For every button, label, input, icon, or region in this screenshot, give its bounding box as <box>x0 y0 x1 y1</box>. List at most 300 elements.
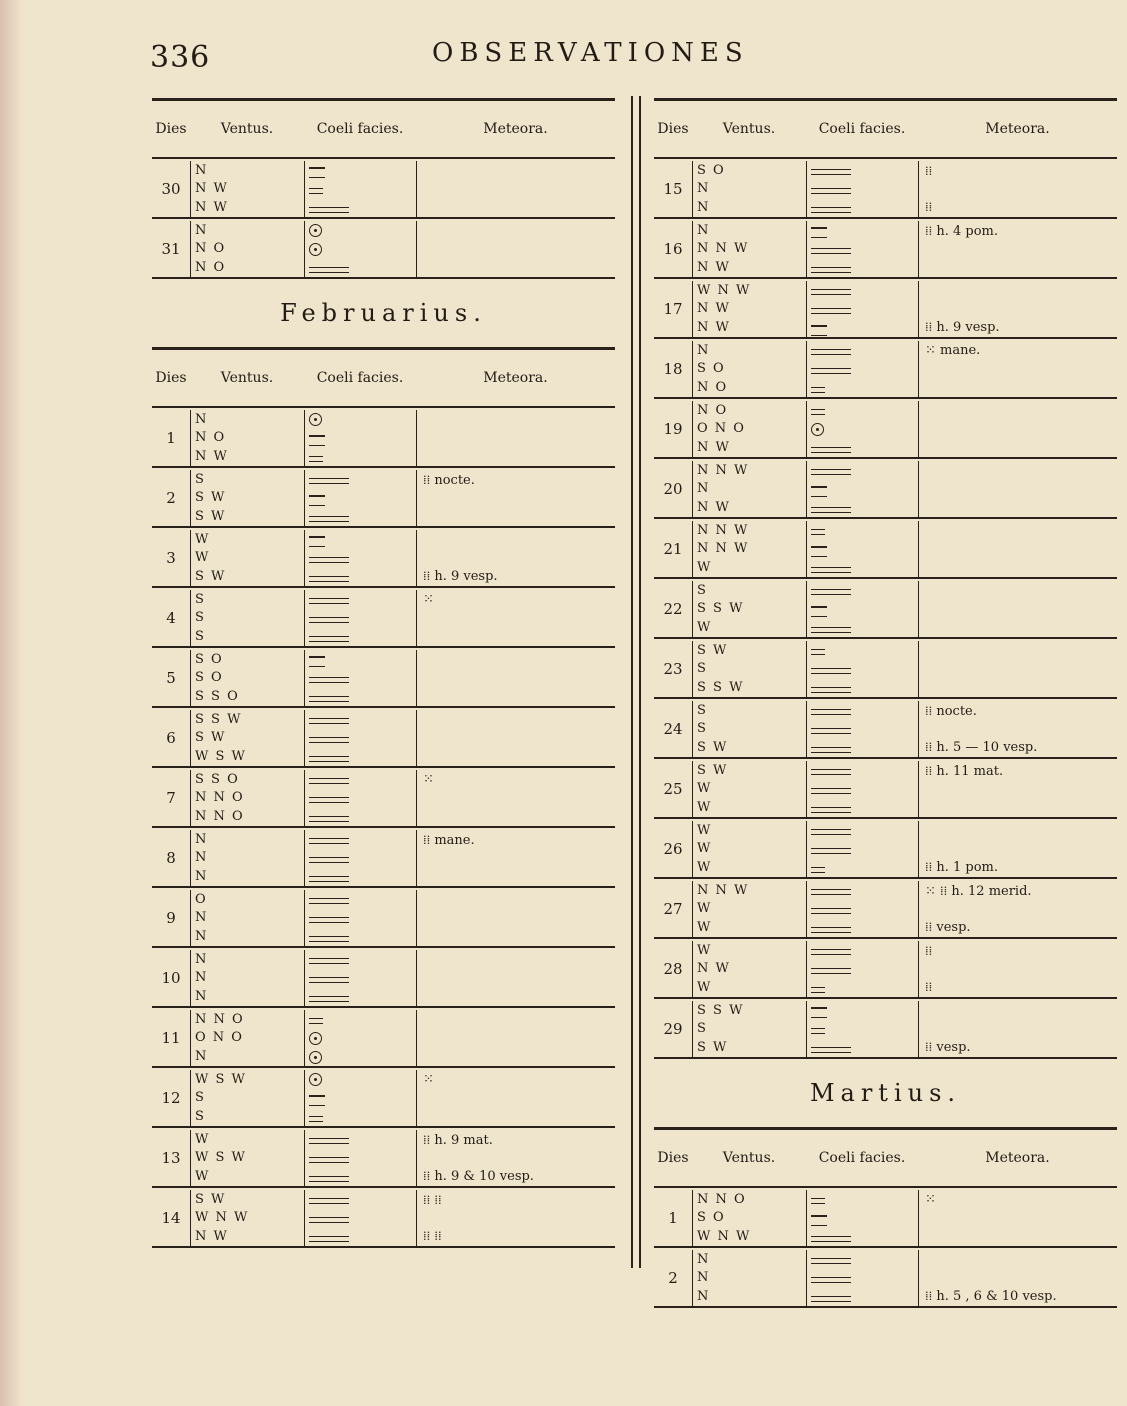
wind-direction: N N W <box>697 541 749 557</box>
overcast-icon <box>309 478 349 484</box>
meteora-cell <box>918 1190 1117 1246</box>
sky-mark <box>309 451 416 463</box>
wind-cell <box>692 221 806 277</box>
sky-mark <box>811 723 918 735</box>
sky-mark <box>309 751 416 763</box>
sky-cell <box>304 890 416 946</box>
sky-mark <box>811 783 918 795</box>
wind-direction: N N O <box>195 1011 245 1027</box>
overcast-icon <box>811 627 851 633</box>
sky-mark <box>309 1193 416 1205</box>
meteora-note: ⁞⁞ <box>925 944 933 959</box>
sky-mark <box>309 811 416 823</box>
sky-cell <box>304 161 416 217</box>
day-row <box>654 341 1117 399</box>
day-number: 1 <box>668 1209 678 1227</box>
wind-direction: N N W <box>697 522 749 538</box>
wind-direction: O N O <box>195 1030 244 1046</box>
wind-direction: W <box>697 560 712 576</box>
wind-cell <box>190 1190 304 1246</box>
sky-cell <box>806 161 918 217</box>
clouds-icon <box>309 1018 323 1024</box>
wind-cell <box>190 530 304 586</box>
day-row <box>654 161 1117 219</box>
overcast-icon <box>811 308 851 314</box>
meteora-note: ⁞⁞ h. 5 , 6 & 10 vesp. <box>925 1289 1057 1304</box>
day-number: 22 <box>663 600 683 618</box>
meteora-note: ⁙ <box>423 772 434 787</box>
day-row <box>654 1250 1117 1308</box>
day-row <box>152 950 615 1008</box>
meteora-cell <box>416 830 615 886</box>
sky-cell <box>806 221 918 277</box>
wind-direction: N W <box>195 181 229 197</box>
wind-direction: N <box>195 411 208 427</box>
sky-cell <box>304 590 416 646</box>
sky-mark <box>811 903 918 915</box>
meteora-cell <box>416 161 615 217</box>
meteora-note: ⁞⁞ <box>925 200 933 215</box>
header-coeli: Coeli facies. <box>818 1150 906 1166</box>
sky-mark <box>811 644 918 656</box>
sky-mark <box>309 852 416 864</box>
overcast-icon <box>309 917 349 923</box>
day-number: 9 <box>166 909 176 927</box>
partly-icon <box>811 606 827 617</box>
sky-mark <box>309 1231 416 1243</box>
overcast-icon <box>309 737 349 743</box>
day-row <box>654 221 1117 279</box>
sky-mark <box>811 303 918 315</box>
day-row <box>152 161 615 219</box>
sky-mark <box>309 202 416 214</box>
wind-direction: N <box>697 1270 710 1286</box>
meteora-cell <box>416 710 615 766</box>
wind-direction: W <box>697 980 712 996</box>
meteora-cell <box>416 530 615 586</box>
meteora-cell <box>416 590 615 646</box>
overcast-icon <box>309 857 349 863</box>
day-number: 4 <box>166 609 176 627</box>
sky-cell <box>304 770 416 826</box>
header-ventus: Ventus. <box>220 370 274 386</box>
table-header <box>152 98 615 159</box>
day-number: 1 <box>166 429 176 447</box>
header-dies: Dies <box>657 121 689 137</box>
sky-cell <box>304 410 416 466</box>
right-column <box>654 98 1117 1308</box>
wind-cell <box>692 881 806 937</box>
meteora-cell <box>416 650 615 706</box>
sky-cell <box>806 281 918 337</box>
sky-mark <box>309 1073 416 1085</box>
wind-direction: S W <box>195 730 226 746</box>
wind-direction: N <box>195 850 208 866</box>
sky-mark <box>811 584 918 596</box>
meteora-cell <box>416 470 615 526</box>
running-head: OBSERVATIONES <box>432 38 749 68</box>
meteora-note: ⁞⁞ h. 11 mat. <box>925 764 1004 779</box>
meteora-note: ⁙ <box>423 1072 434 1087</box>
wind-direction: S S W <box>697 1002 744 1018</box>
overcast-icon <box>309 838 349 844</box>
overcast-icon <box>811 567 851 573</box>
overcast-icon <box>309 1138 349 1144</box>
day-row <box>152 410 615 468</box>
meteora-note: ⁙ mane. <box>925 343 981 358</box>
meteora-note: ⁞⁞ <box>925 980 933 995</box>
overcast-icon <box>811 169 851 175</box>
wind-direction: N W <box>195 200 229 216</box>
overcast-icon <box>309 696 349 702</box>
partly-icon <box>811 1215 827 1226</box>
day-number: 6 <box>166 729 176 747</box>
overcast-icon <box>811 829 851 835</box>
sky-cell <box>806 761 918 817</box>
overcast-icon <box>811 507 851 513</box>
overcast-icon <box>309 1217 349 1223</box>
day-row <box>654 521 1117 579</box>
sky-cell <box>304 710 416 766</box>
meteora-cell <box>918 521 1117 577</box>
meteora-note: ⁞⁞ h. 9 vesp. <box>423 569 498 584</box>
wind-direction: N W <box>195 449 229 465</box>
wind-direction: S S W <box>697 680 744 696</box>
day-number: 19 <box>663 420 683 438</box>
wind-direction: S W <box>697 762 728 778</box>
meteora-note: ⁞⁞ ⁞⁞ <box>423 1229 442 1244</box>
overcast-icon <box>811 848 851 854</box>
day-row <box>654 821 1117 879</box>
overcast-icon <box>811 349 851 355</box>
wind-direction: N <box>195 951 208 967</box>
meteora-cell <box>918 341 1117 397</box>
header-coeli: Coeli facies. <box>316 370 404 386</box>
header-meteora: Meteora. <box>985 1150 1050 1166</box>
wind-direction: W <box>195 531 210 547</box>
partly-icon <box>811 227 827 238</box>
sky-mark <box>811 164 918 176</box>
day-number: 18 <box>663 360 683 378</box>
sky-mark <box>811 682 918 694</box>
sky-cell <box>304 1190 416 1246</box>
sky-cell <box>304 1010 416 1066</box>
wind-direction: W <box>697 942 712 958</box>
overcast-icon <box>309 1176 349 1182</box>
sky-mark <box>811 363 918 375</box>
sky-cell <box>806 941 918 997</box>
sky-mark <box>309 833 416 845</box>
wind-direction: N <box>697 200 710 216</box>
sky-cell <box>304 950 416 1006</box>
meteora-note: ⁞⁞ vesp. <box>925 920 971 935</box>
overcast-icon <box>811 188 851 194</box>
wind-cell <box>190 890 304 946</box>
meteora-cell <box>918 161 1117 217</box>
day-number: 8 <box>166 849 176 867</box>
sky-mark <box>811 1272 918 1284</box>
partly-icon <box>309 435 325 446</box>
day-row <box>654 641 1117 699</box>
overcast-icon <box>811 469 851 475</box>
overcast-icon <box>309 1236 349 1242</box>
meteora-cell <box>416 1010 615 1066</box>
sky-mark <box>309 262 416 274</box>
sky-mark <box>309 871 416 883</box>
wind-direction: N N O <box>195 790 245 806</box>
partly-icon <box>309 495 325 506</box>
wind-cell <box>692 941 806 997</box>
wind-direction: S W <box>697 1040 728 1056</box>
overcast-icon <box>309 876 349 882</box>
wind-direction: N <box>697 481 710 497</box>
wind-cell <box>692 1250 806 1306</box>
sky-cell <box>806 881 918 937</box>
meteora-note: ⁞⁞ h. 1 pom. <box>925 860 999 875</box>
overcast-icon <box>811 728 851 734</box>
overcast-icon <box>811 447 851 453</box>
sky-mark <box>309 612 416 624</box>
day-row <box>152 1190 615 1248</box>
sun-icon <box>309 224 322 237</box>
wind-cell <box>692 161 806 217</box>
day-number: 15 <box>663 180 683 198</box>
day-number: 10 <box>161 969 181 987</box>
sky-mark <box>811 764 918 776</box>
sky-mark <box>309 1152 416 1164</box>
sky-mark <box>811 843 918 855</box>
sky-mark <box>309 1013 416 1025</box>
wind-direction: O <box>195 891 208 907</box>
overcast-icon <box>811 1296 851 1302</box>
wind-cell <box>190 590 304 646</box>
column-divider <box>631 96 641 1268</box>
overcast-icon <box>811 687 851 693</box>
sky-cell <box>304 1130 416 1186</box>
overcast-icon <box>811 968 851 974</box>
day-number: 24 <box>663 720 683 738</box>
overcast-icon <box>309 598 349 604</box>
wind-direction: N <box>195 910 208 926</box>
day-number: 16 <box>663 240 683 258</box>
meteora-cell <box>918 461 1117 517</box>
sky-cell <box>806 1001 918 1057</box>
sky-mark <box>811 404 918 416</box>
wind-cell <box>692 341 806 397</box>
day-row <box>654 701 1117 759</box>
overcast-icon <box>811 949 851 955</box>
sun-icon <box>309 1051 322 1064</box>
wind-cell <box>190 1010 304 1066</box>
meteora-cell <box>918 1250 1117 1306</box>
wind-direction: W <box>697 620 712 636</box>
meteora-cell <box>918 281 1117 337</box>
overcast-icon <box>309 576 349 582</box>
wind-direction: S W <box>195 509 226 525</box>
day-row <box>152 1130 615 1188</box>
clouds-icon <box>309 188 323 194</box>
overcast-icon <box>309 816 349 822</box>
sky-mark <box>309 1092 416 1104</box>
wind-direction: N <box>697 342 710 358</box>
sky-cell <box>304 830 416 886</box>
day-number: 25 <box>663 780 683 798</box>
wind-direction: S S O <box>195 689 240 705</box>
overcast-icon <box>811 927 851 933</box>
partly-icon <box>811 325 827 336</box>
sky-mark <box>811 884 918 896</box>
wind-direction: N O <box>697 402 728 418</box>
sky-mark <box>811 963 918 975</box>
sky-mark <box>309 571 416 583</box>
clouds-icon <box>811 1028 825 1034</box>
clouds-icon <box>811 409 825 415</box>
sky-mark <box>811 944 918 956</box>
sky-mark <box>811 1023 918 1035</box>
left-column <box>152 98 615 1248</box>
day-number: 2 <box>166 489 176 507</box>
day-row <box>152 650 615 708</box>
sky-mark <box>309 991 416 1003</box>
sky-mark <box>309 164 416 176</box>
sky-mark <box>309 1051 416 1063</box>
meteora-cell <box>416 410 615 466</box>
sky-mark <box>811 1193 918 1205</box>
wind-direction: S <box>195 1109 206 1125</box>
overcast-icon <box>309 1198 349 1204</box>
header-dies: Dies <box>155 121 187 137</box>
wind-direction: S W <box>195 1191 226 1207</box>
sky-mark <box>811 464 918 476</box>
sky-cell <box>806 701 918 757</box>
wind-direction: N <box>697 222 710 238</box>
sky-cell <box>304 470 416 526</box>
sky-mark <box>309 792 416 804</box>
wind-direction: S <box>195 1090 206 1106</box>
wind-direction: W <box>195 1131 210 1147</box>
overcast-icon <box>811 289 851 295</box>
wind-direction: S S O <box>195 771 240 787</box>
sky-mark <box>811 483 918 495</box>
partly-icon <box>309 167 325 178</box>
sun-icon <box>309 1032 322 1045</box>
wind-direction: N W <box>697 320 731 336</box>
clouds-icon <box>811 387 825 393</box>
meteora-note: ⁙ <box>423 592 434 607</box>
day-row <box>152 830 615 888</box>
overcast-icon <box>811 747 851 753</box>
sky-mark <box>811 603 918 615</box>
meteora-cell <box>918 821 1117 877</box>
wind-cell <box>190 830 304 886</box>
sky-cell <box>806 1250 918 1306</box>
partly-icon <box>309 1095 325 1106</box>
wind-direction: N <box>195 831 208 847</box>
sky-mark <box>309 183 416 195</box>
sky-mark <box>811 862 918 874</box>
meteora-cell <box>918 881 1117 937</box>
wind-cell <box>190 221 304 277</box>
wind-direction: N <box>195 162 208 178</box>
day-number: 3 <box>166 549 176 567</box>
overcast-icon <box>811 1277 851 1283</box>
sky-mark <box>811 742 918 754</box>
meteora-note: ⁞⁞ h. 9 mat. <box>423 1133 493 1148</box>
header-ventus: Ventus. <box>220 121 274 137</box>
sky-mark <box>309 511 416 523</box>
day-row <box>654 881 1117 939</box>
wind-direction: S S W <box>195 711 242 727</box>
sky-mark <box>309 893 416 905</box>
table-header <box>654 98 1117 159</box>
wind-direction: W <box>697 800 712 816</box>
day-number: 27 <box>663 900 683 918</box>
overcast-icon <box>309 977 349 983</box>
wind-direction: W N W <box>697 1229 751 1245</box>
sky-mark <box>309 691 416 703</box>
overcast-icon <box>309 756 349 762</box>
overcast-icon <box>811 908 851 914</box>
meteora-cell <box>918 581 1117 637</box>
wind-direction: S <box>697 582 708 598</box>
wind-direction: N N W <box>697 882 749 898</box>
table-header <box>654 1130 1117 1188</box>
day-row <box>654 761 1117 819</box>
overcast-icon <box>309 516 349 522</box>
wind-direction: N W <box>195 1229 229 1245</box>
sky-mark <box>309 1032 416 1044</box>
wind-direction: S S W <box>697 601 744 617</box>
overcast-icon <box>309 958 349 964</box>
sky-mark <box>309 931 416 943</box>
meteora-cell <box>416 221 615 277</box>
day-number: 20 <box>663 480 683 498</box>
sky-mark <box>309 1171 416 1183</box>
wind-cell <box>190 470 304 526</box>
day-number: 7 <box>166 789 176 807</box>
day-row <box>654 1190 1117 1248</box>
wind-cell <box>692 701 806 757</box>
wind-direction: W N W <box>697 282 751 298</box>
meteora-cell <box>416 770 615 826</box>
wind-direction: S W <box>697 642 728 658</box>
sky-cell <box>806 401 918 457</box>
wind-cell <box>190 1070 304 1126</box>
meteora-note: ⁞⁞ nocte. <box>423 473 475 488</box>
day-row <box>152 890 615 948</box>
wind-direction: O N O <box>697 421 746 437</box>
day-number: 31 <box>161 240 181 258</box>
overcast-icon <box>811 889 851 895</box>
sky-mark <box>811 1291 918 1303</box>
wind-direction: N W <box>697 440 731 456</box>
wind-cell <box>692 401 806 457</box>
sky-mark <box>309 224 416 236</box>
table-header <box>152 350 615 408</box>
day-row <box>152 770 615 828</box>
meteora-cell <box>918 941 1117 997</box>
meteora-note: ⁞⁞ nocte. <box>925 704 977 719</box>
partly-icon <box>811 546 827 557</box>
meteora-note: ⁞⁞ ⁞⁞ <box>423 1193 442 1208</box>
overcast-icon <box>309 936 349 942</box>
sky-mark <box>811 1042 918 1054</box>
wind-direction: S O <box>195 670 224 686</box>
wind-direction: W <box>697 781 712 797</box>
overcast-icon <box>811 368 851 374</box>
sky-cell <box>806 821 918 877</box>
wind-cell <box>190 1130 304 1186</box>
